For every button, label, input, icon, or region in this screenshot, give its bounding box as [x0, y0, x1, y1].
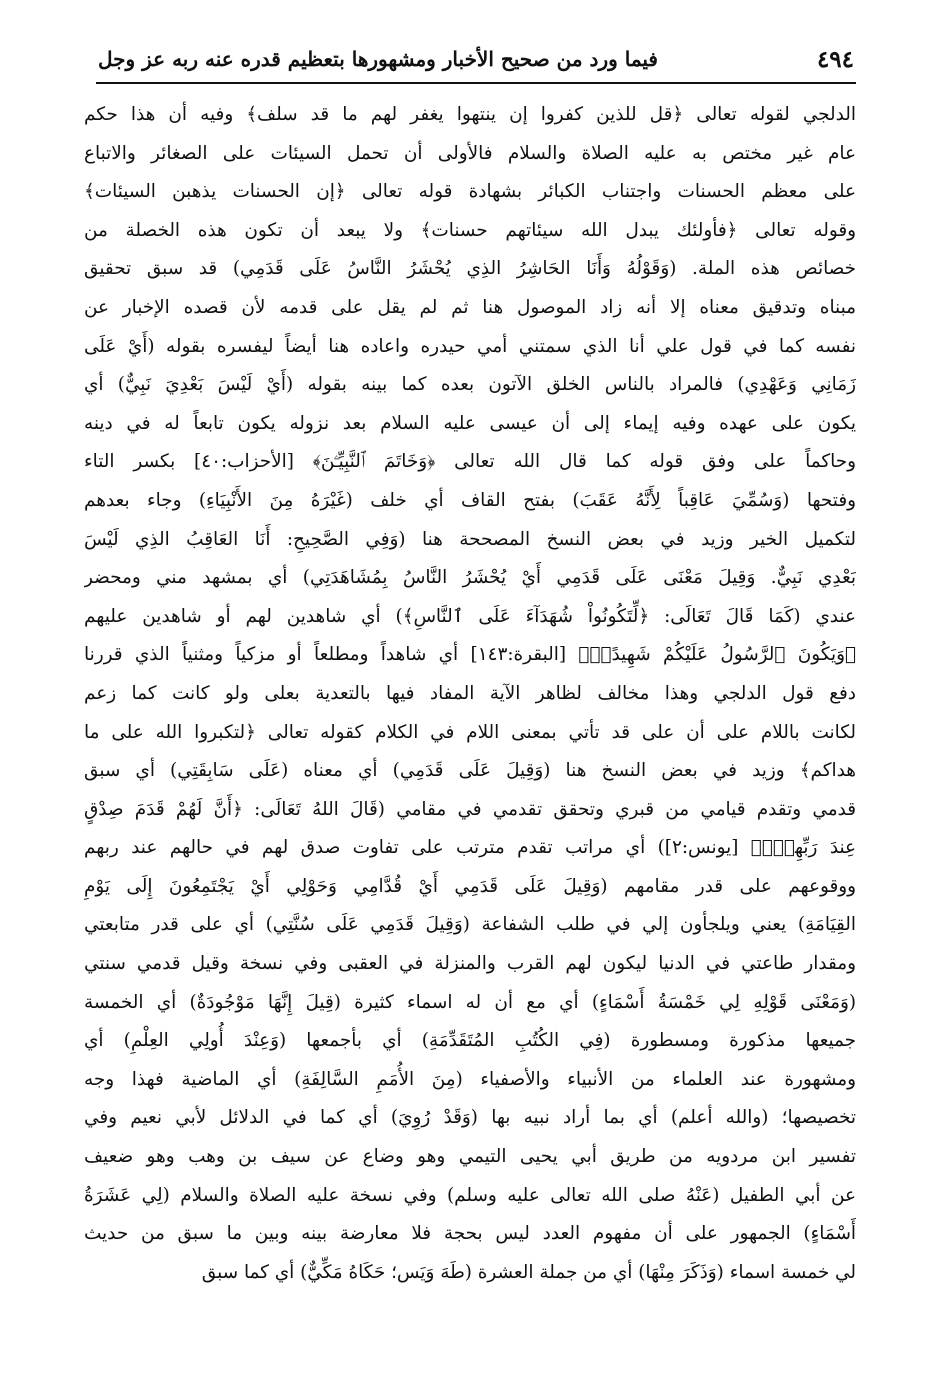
- text-line: لتكميل الخير وزيد في بعض النسخ المصححة هنا (وَفِي الصَّحِيحِ: أَنَا العَاقِبُ الذِي لَيْسَ: [84, 528, 856, 550]
- text-line: عندي (كَمَا قَالَ تَعَالَى: ﴿لِّتَكُونُواْ شُهَدَآءَ عَلَى ٱلنَّاسِ﴾) أي شاهدين لهم أو شاهدين عليهم: [84, 605, 856, 627]
- text-line: دفع قول الدلجي وهذا مخالف لظاهر الآية المفاد فيها بالتعدية بعلى ولو كانت كما زعم: [84, 682, 856, 704]
- text-line: تفسير ابن مردويه من طريق أبي يحيى التيمي وهو وضاع عن سيف بن وهب وهو ضعيف: [84, 1146, 856, 1168]
- text-line: ومقدار طاعتي في الدنيا ليكون لهم القرب والمنزلة في العقبى وفي نسخة وقيل قدمي سنتي: [84, 953, 856, 975]
- text-line: لكانت باللام على أن على قد تأتي بمعنى اللام في الكلام كقوله تعالى ﴿لتكبروا الله على ما: [84, 721, 856, 743]
- text-line: القِيَامَةِ) يعني ويلجأون إلي في طلب الشفاعة (وَقِيلَ قَدَمِي عَلَى سُنَّتِي) أي على قدر متابعتي: [84, 914, 856, 936]
- text-line: تخصيصها؛ (والله أعلم) أي بما أراد نبيه بها (وَقَدْ رُوِيَ) أي كما في الدلائل لأبي نعيم وفي: [84, 1107, 856, 1129]
- page-header: [96, 36, 856, 84]
- text-line: هداكم﴾ وزيد في بعض النسخ هنا (وَقِيلَ عَلَى قَدَمِي) أي معناه (عَلَى سَابِقَتِي) أي سبق: [84, 760, 856, 782]
- text-line: بَعْدِي نَبِيٌّ. وَقِيلَ مَعْنَى عَلَى قَدَمِي أَيْ يُحْشَرُ النَّاسُ بِمُشَاهَدَتِي) أي بمشهد مني ومحضر: [84, 567, 856, 589]
- text-line: وفتحها (وَسُمِّيَ عَاقِباً لِأَنَّهُ عَقَبَ) بفتح القاف أي خلف (غَيْرَهُ مِنَ الأَنْبِيَاءِ) وجاء بعدهم: [84, 489, 856, 511]
- page-number: ٤٩٤: [816, 45, 854, 73]
- text-line: (وَمَعْنَى قَوْلِهِ لِي خَمْسَةُ أَسْمَاءٍ) أي مع أن له اسماء كثيرة (قِيلَ إِنَّهَا مَوْجُودَةٌ) أي الخمسة: [84, 991, 856, 1013]
- text-line: ﴿وَيَكُونَ ٱلرَّسُولُ عَلَيْكُمْ شَهِيدًاۗ﴾ [البقرة:١٤٣] أي شاهداً ومطلعاً أو مزكياً ومثنياً الذي قررنا: [84, 644, 856, 666]
- body-text: [84, 96, 856, 1292]
- text-line: خصائص هذه الملة. (وَقَوْلُهُ وَأَنَا الحَاشِرُ الذِي يُحْشَرُ النَّاسُ عَلَى قَدَمِي) قد سبق تحقيق: [84, 258, 856, 280]
- text-line: يكون على عهده وفيه إيماء إلى أن عيسى عليه السلام بعد نزوله يكون تابعاً له في دينه: [84, 412, 856, 434]
- text-line: ومشهورة عند العلماء من الأنبياء والأصفياء (مِنَ الأُمَمِ السَّالِفَةِ) أي الماضية فهذا وجه: [84, 1068, 856, 1090]
- text-line: مبناه وتدقيق معناه إلا أنه زاد الموصول هنا ثم لم يقل على قدمه لأن قصده الإخبار عن: [84, 296, 856, 318]
- text-line: لي خمسة اسماء (وَذَكَرَ مِنْهَا) أي من جملة العشرة (طَهَ وَيَس؛ حَكَاهُ مَكِّيٌّ) أي كما سبق: [201, 1261, 856, 1283]
- text-line: وقوله تعالى ﴿فأولئك يبدل الله سيئاتهم حسنات﴾ ولا يبعد أن تكون هذه الخصلة من: [84, 219, 856, 241]
- text-line: ووقوعهم على قدر مقامهم (وَقِيلَ عَلَى قَدَمِي أَيْ قُدَّامِي وَحَوْلِي أَيْ يَجْتَمِعُونَ إِلَى يَوْمِ: [84, 875, 856, 897]
- text-line: على معظم الحسنات واجتناب الكبائر بشهادة قوله تعالى ﴿إن الحسنات يذهبن السيئات﴾: [84, 181, 856, 203]
- text-line: نفسه كما في قول علي أنا الذي سمتني أمي حيدره واعاده هنا أيضاً ليفسره بقوله (أَيْ عَلَى: [84, 335, 856, 357]
- text-line: أَسْمَاءٍ) الجمهور على أن مفهوم العدد ليس بحجة فلا معارضة بينه وبين ما سبق من حديث: [84, 1223, 856, 1245]
- text-line: زَمَانِي وَعَهْدِي) فالمراد بالناس الخلق الآتون بعده كما بينه بقوله (أَيْ لَيْسَ بَعْدِيَ نَبِيٌّ) أي: [84, 374, 856, 396]
- text-line: جميعها مذكورة ومسطورة (فِي الكُتُبِ المُتَقَدِّمَةِ) أي بأجمعها (وَعِنْدَ أُولِي العِلْمِ) أي: [84, 1030, 856, 1052]
- text-line: الدلجي لقوله تعالى ﴿قل للذين كفروا إن ينتهوا يغفر لهم ما قد سلف﴾ وفيه أن هذا حكم: [84, 104, 856, 125]
- text-line: عن أبي الطفيل (عَنْهُ صلى الله تعالى عليه وسلم) وفي نسخة عليه الصلاة والسلام (لِي عَشَرَةُ: [84, 1184, 856, 1206]
- text-line: قدمي وتقدم قيامي من قبري وتحقق تقدمي في مقامي (قَالَ اللهُ تَعَالَى: ﴿أَنَّ لَهُمْ قَدَمَ صِدْقٍ: [84, 798, 856, 820]
- text-line: عام غير مختص به عليه الصلاة والسلام فالأولى أن تحمل السيئات على الصغائر والاتباع: [84, 142, 856, 164]
- text-line: عِندَ رَبِّهِمْۗ﴾ [يونس:٢]) أي مراتب تقدم مترتب على تفاوت صدق لهم في حالهم عند ربهم: [84, 837, 856, 859]
- running-title: فيما ورد من صحيح الأخبار ومشهورها بتعظيم قدره عنه ربه عز وجل: [98, 47, 658, 71]
- text-line: وحاكماً على وفق قوله كما قال الله تعالى ﴿وَخَاتَمَ ٱلنَّبِيِّـۧنَ﴾ [الأحزاب:٤٠] بكسر التاء: [84, 451, 856, 473]
